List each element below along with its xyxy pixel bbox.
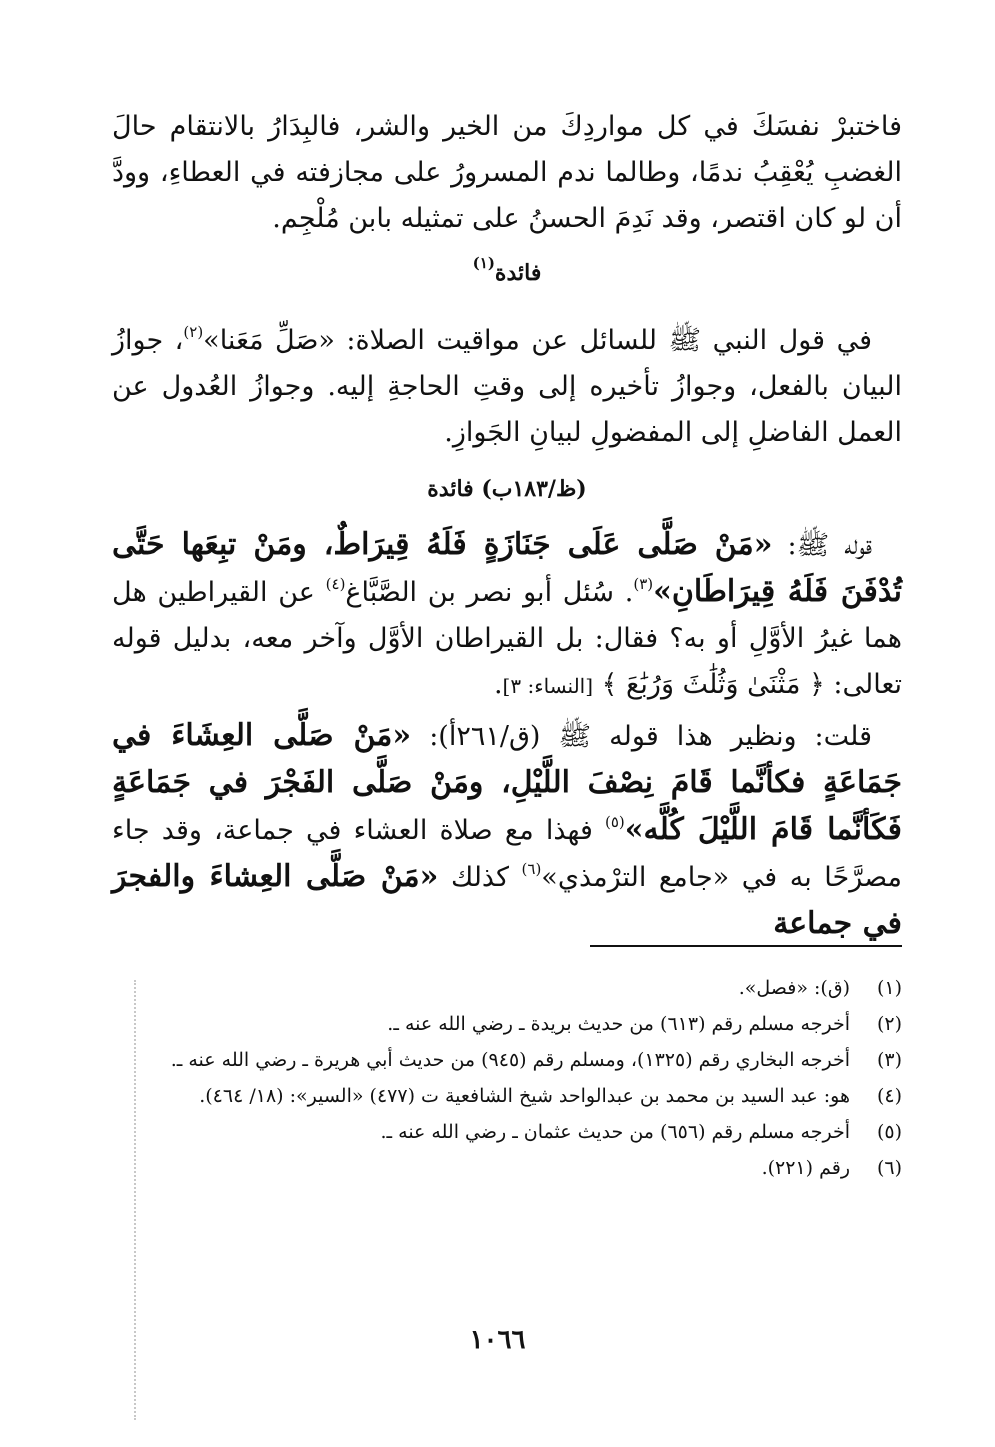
footnote-number: (٦) <box>876 1157 902 1179</box>
footnote-item <box>112 1116 902 1148</box>
section-1-lead: في قول النبي ﷺ للسائل عن مواقيت الصلاة: «صَلِّ مَعَنا» <box>203 325 872 356</box>
p1-end: . <box>493 669 503 700</box>
section-2-title: (ظ/١٨٣ب) فائدة <box>427 476 587 502</box>
section-benefit-2 <box>112 474 902 948</box>
quran-source: [النساء: ٣] <box>502 674 594 698</box>
p1-intro: قوله ﷺ: <box>772 530 872 561</box>
intro-text: فاختبرْ نفسَكَ في كل مواردِكَ من الخير والشر، فالبِدَارُ بالانتقام حالَ الغضبِ يُعْقِبُ ندمًا، وطالما ندم المسرورُ على مجازفته في العطاءِ، وودَّ أن لو كان اقتصر، وقد نَدِمَ الحسنُ على تمثيله بابن مُلْجِم. <box>112 111 902 234</box>
section-1-rest: ، جوازُ البيان بالفعل، وجوازُ تأخيره إلى وقتِ الحاجةِ إليه. وجوازُ العُدول عن العمل الفاضلِ إلى المفضولِ لبيانِ الجَوازِ. <box>112 325 902 448</box>
p1-mid: . سُئل أبو نصر بن الصَّبَّاغ <box>345 577 634 608</box>
section-2-paragraph-1 <box>112 522 902 709</box>
footnote-text: أخرجه مسلم رقم (٦٥٦) من حديث عثمان ـ رضي الله عنه ـ. <box>380 1121 850 1143</box>
p2-link: كذلك <box>438 862 522 893</box>
footnote-text: أخرجه مسلم رقم (٦١٣) من حديث بريدة ـ رضي الله عنه ـ. <box>387 1013 850 1035</box>
footnotes-list <box>112 972 902 1188</box>
intro-paragraph <box>112 104 902 242</box>
footnote-number: (٥) <box>876 1121 902 1143</box>
section-2-paragraph-2 <box>112 713 902 948</box>
footnote-text: هو: عبد السيد بن محمد بن عبدالواحد شيخ الشافعية ت (٤٧٧) «السير»: (١٨/ ٤٦٤). <box>199 1085 850 1107</box>
footnote-number: (١) <box>876 977 902 999</box>
footnote-text: أخرجه البخاري رقم (١٣٢٥)، ومسلم رقم (٩٤٥) من حديث أبي هريرة ـ رضي الله عنه ـ. <box>170 1049 850 1071</box>
section-1-paragraph <box>112 318 902 456</box>
p2-intro: قلت: ونظير هذا قوله ﷺ (ق/٢٦١أ): <box>411 721 873 752</box>
page-number: ١٠٦٦ <box>469 1325 526 1355</box>
hadith-quote-funeral: «مَنْ صَلَّى عَلَى جَنَازَةٍ فَلَهُ قِيرَاطٌ، ومَنْ تبِعَها حَتَّى تُدْفَنَ فَلَهُ قِيرَاطَانِ» <box>112 527 902 609</box>
footnote-item <box>112 1080 902 1112</box>
section-1-title <box>112 254 902 288</box>
hadith-quote-tirmidhi: «مَنْ صَلَّى العِشاءَ والفجرَ في جماعة <box>112 859 902 941</box>
footnote-ref-3[interactable]: (٣) <box>633 575 654 593</box>
footnote-text: رقم (٢٢١). <box>761 1157 850 1179</box>
footnote-number: (٤) <box>876 1085 902 1107</box>
footnote-item <box>112 1008 902 1040</box>
footnote-ref-4[interactable]: (٤) <box>325 575 346 593</box>
footnote-number: (٣) <box>876 1049 902 1071</box>
footnote-ref-2[interactable]: (٢) <box>183 323 204 341</box>
footnote-ref-1[interactable]: (١) <box>472 254 495 272</box>
section-benefit-1 <box>112 254 902 456</box>
footnote-number: (٢) <box>876 1013 902 1035</box>
footnote-text: (ق): «فصل». <box>738 977 850 999</box>
section-1-title-text: فائدة <box>494 260 542 286</box>
footnote-item <box>112 972 902 1004</box>
p1-rest: عن القيراطين هل هما غيرُ الأوَّلِ أو به؟ فقال: بل القيراطان الأوَّل وآخر معه، بدليل قوله تعالى: ﴿ مَثْنَىٰ وَثُلَٰثَ وَرُبَٰعَ ﴾ <box>112 577 902 700</box>
footnote-ref-6[interactable]: (٦) <box>521 860 542 878</box>
footnote-item <box>112 1152 902 1184</box>
footnote-divider <box>590 945 902 947</box>
hadith-quote-isha: «مَنْ صَلَّى العِشَاءَ في جَمَاعَةٍ فكأنَّما قَامَ نِصْفَ اللَّيْلِ، ومَنْ صَلَّى الفَجْرَ في جَمَاعَةٍ فَكَأنَّما قَامَ اللَّيْلَ كُلَّه» <box>112 718 902 847</box>
footnote-ref-5[interactable]: (٥) <box>605 813 625 831</box>
footnote-item <box>112 1044 902 1076</box>
p2-mid: فهذا مع صلاة العشاء في جماعة، وقد جاء مصرَّحًا به في «جامع الترْمذي» <box>112 815 902 893</box>
